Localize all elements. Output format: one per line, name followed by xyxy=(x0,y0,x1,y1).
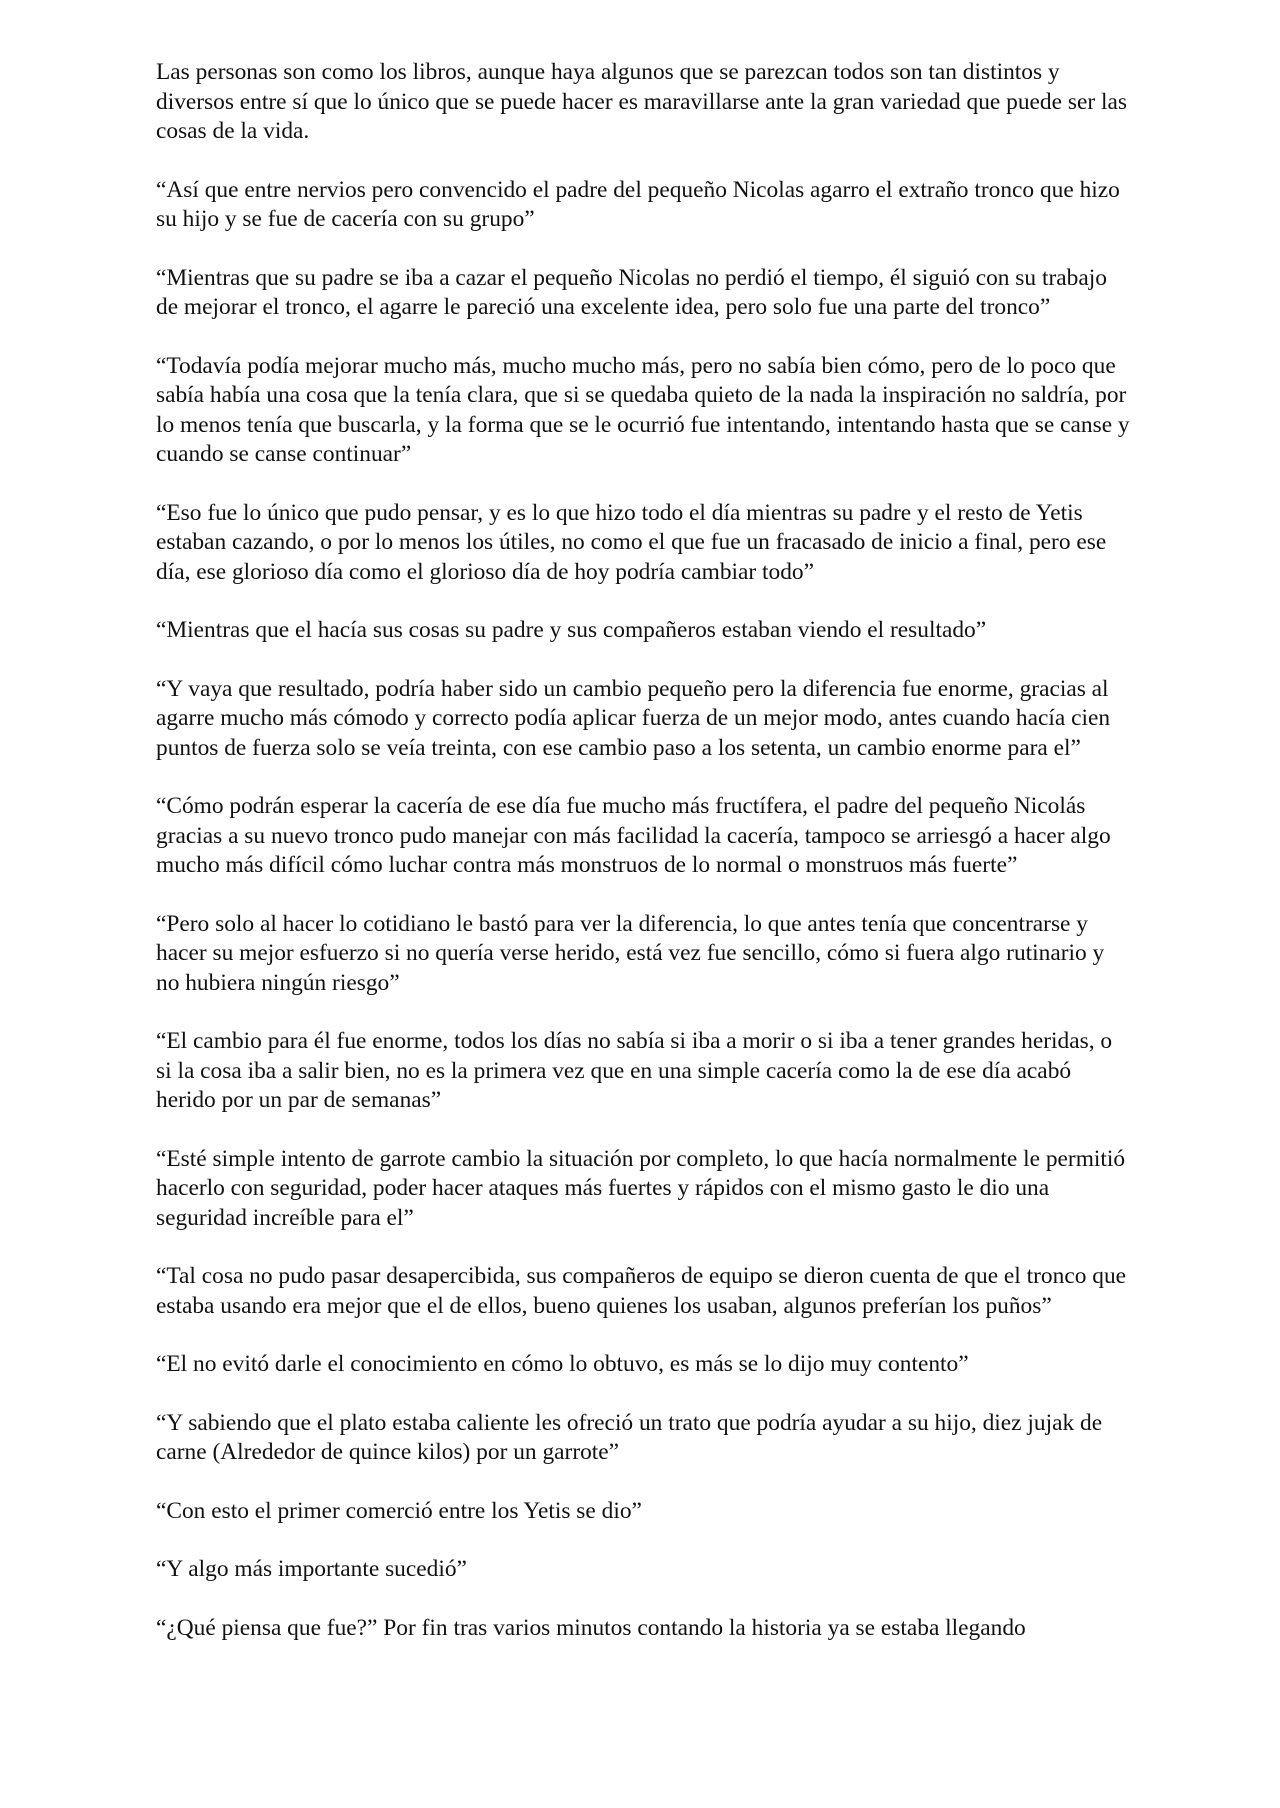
paragraph-12: “Tal cosa no pudo pasar desapercibida, sus compañeros de equipo se dieron cuenta de que el tronco que estaba usando era mejor que el de ellos, bueno quienes los usaban, algunos preferían los puños” xyxy=(156,1263,1127,1319)
paragraph-1: Las personas son como los libros, aunque haya algunos que se parezcan todos son tan distintos y diversos entre sí que lo único que se puede hacer es maravillarse ante la gran variedad que puede ser las cosas de la vida. xyxy=(156,59,1127,144)
paragraph-11: “Esté simple intento de garrote cambio la situación por completo, lo que hacía normalmente le permitió hacerlo con seguridad, poder hacer ataques más fuertes y rápidos con el mismo gasto le dio una seguridad increíble para el” xyxy=(156,1145,1126,1231)
paragraph-4: “Todavía podía mejorar mucho más, mucho mucho más, pero no sabía bien cómo, pero de lo poco que sabía había una cosa que la tenía clara, que si se quedaba quieto de la nada la inspiración no saldría, por lo menos tenía que buscarla, y la forma que se le ocurrió fue intentando, intentando hasta que se canse y cuando se canse continuar” xyxy=(156,352,1130,467)
paragraph-9: “Pero solo al hacer lo cotidiano le bastó para ver la diferencia, lo que antes tenía que concentrarse y hacer su mejor esfuerzo si no quería verse herido, está vez fue sencillo, cómo si fuera algo rutinario y no hubiera ningún riesgo” xyxy=(156,910,1105,996)
paragraph-17: “¿Qué piensa que fue?” Por fin tras varios minutos contando la historia ya se estaba llegando xyxy=(156,1614,1026,1641)
paragraph-8: “Cómo podrán esperar la cacería de ese día fue mucho más fructífera, el padre del pequeño Nicolás gracias a su nuevo tronco pudo manejar con más facilidad la cacería, tampoco se arriesgó a hacer algo mucho más difícil cómo luchar contra más monstruos de lo normal o monstruos más fuerte” xyxy=(156,793,1111,878)
paragraph-7: “Y vaya que resultado, podría haber sido un cambio pequeño pero la diferencia fue enorme, gracias al agarre mucho más cómodo y correcto podía aplicar fuerza de un mejor modo, antes cuando hacía cien puntos de fuerza solo se veía treinta, con ese cambio paso a los setenta, un cambio enorme para el” xyxy=(156,675,1111,761)
paragraph-2: “Así que entre nervios pero convencido el padre del pequeño Nicolas agarro el extraño tronco que hizo su hijo y se fue de cacería con su grupo” xyxy=(156,176,1120,232)
paragraph-5: “Eso fue lo único que pudo pensar, y es lo que hizo todo el día mientras su padre y el resto de Yetis estaban cazando, o por lo menos los útiles, no como el que fue un fracasado de inicio a final, pero ese día, ese glorioso día como el glorioso día de hoy podría cambiar todo” xyxy=(156,499,1107,585)
paragraph-10: “El cambio para él fue enorme, todos los días no sabía si iba a morir o si iba a tener grandes heridas, o si la cosa iba a salir bien, no es la primera vez que en una simple cacería como la de ese día acabó herido por un par de semanas” xyxy=(156,1028,1113,1113)
paragraph-15: “Con esto el primer comerció entre los Yetis se dio” xyxy=(156,1497,642,1524)
paragraph-16: “Y algo más importante sucedió” xyxy=(156,1556,467,1582)
paragraph-6: “Mientras que el hacía sus cosas su padre y sus compañeros estaban viendo el resultado” xyxy=(156,617,987,643)
paragraph-14: “Y sabiendo que el plato estaba caliente les ofreció un trato que podría ayudar a su hijo, diez jujak de carne (Alrededor de quince kilos) por un garrote” xyxy=(156,1409,1103,1465)
paragraph-3: “Mientras que su padre se iba a cazar el pequeño Nicolas no perdió el tiempo, él siguió con su trabajo de mejorar el tronco, el agarre le pareció una excelente idea, pero solo fue una parte del tronco” xyxy=(156,264,1107,320)
paragraph-13: “El no evitó darle el conocimiento en cómo lo obtuvo, es más se lo dijo muy contento” xyxy=(156,1351,969,1377)
